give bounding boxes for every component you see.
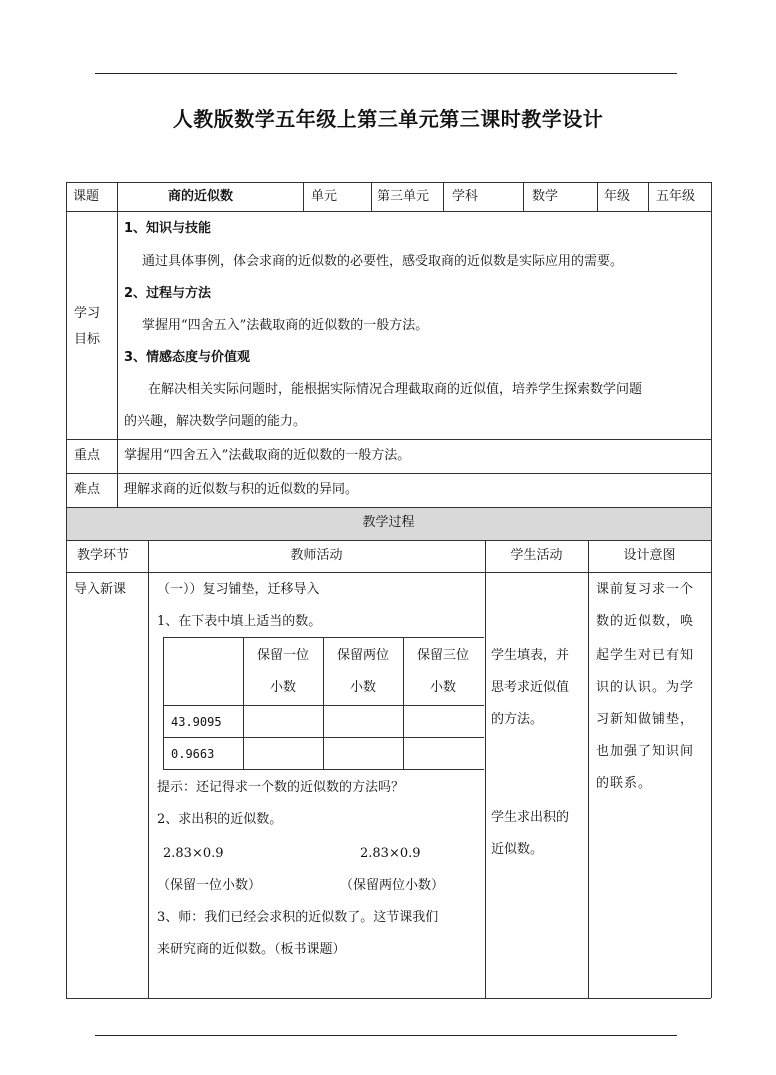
col-stage-header: 教学环节	[77, 548, 130, 563]
review-header-3a: 保留三位	[416, 648, 469, 663]
intent-line-4: 识的认识。为学	[596, 680, 695, 695]
grid-line	[648, 182, 649, 211]
teacher-heading: （一））复习铺垫，迁移导入	[157, 582, 320, 597]
bottom-rule	[95, 1035, 677, 1036]
topic-label: 课题	[73, 189, 100, 204]
grid-line	[66, 540, 711, 541]
unit-value: 第三单元	[377, 189, 430, 204]
intent-line-6: 也加强了知识间	[596, 744, 695, 759]
grid-line	[371, 182, 372, 211]
grid-line	[148, 540, 149, 998]
grid-line	[66, 998, 711, 999]
expr-left: 2.83×0.9	[163, 846, 224, 861]
expr-right: 2.83×0.9	[360, 846, 421, 861]
grid-line	[711, 182, 712, 998]
review-header-1a: 保留一位	[256, 648, 309, 663]
review-row-1: 43.9095	[171, 715, 222, 729]
objective-text-3b: 的兴趣，解决数学问题的能力。	[124, 414, 307, 429]
col-teacher-header: 教师活动	[290, 548, 343, 563]
grid-line	[303, 182, 304, 211]
col-student-header: 学生活动	[510, 548, 563, 563]
review-row-2: 0.9663	[171, 747, 215, 761]
unit-label: 单元	[311, 189, 338, 204]
teacher-item-2: 2、求出积的近似数。	[157, 812, 283, 827]
grid-line	[443, 182, 444, 211]
grid-line	[588, 540, 589, 998]
teacher-item-3b: 来研究商的近似数。（板书课题）	[157, 942, 346, 957]
objectives-label-1: 学习	[74, 306, 101, 321]
page-title: 人教版数学五年级上第三单元第三课时教学设计	[172, 107, 604, 131]
grid-line	[66, 182, 67, 998]
note-right: （保留两位小数）	[340, 878, 445, 893]
objective-text-1: 通过具体事例，体会求商的近似数的必要性，感受取商的近似数是实际应用的需要。	[142, 254, 624, 269]
difficulty-label: 难点	[74, 482, 101, 497]
student-activity-1c: 的方法。	[491, 712, 544, 727]
objective-text-2: 掌握用“四舍五入”法截取商的近似数的一般方法。	[142, 318, 429, 333]
inner-grid-line	[163, 637, 164, 769]
stage-name: 导入新课	[74, 582, 127, 597]
objectives-label-2: 目标	[74, 332, 101, 347]
grid-line	[597, 182, 598, 211]
review-header-2b: 小数	[349, 680, 376, 695]
objective-heading-1: 1、知识与技能	[124, 221, 212, 236]
objective-heading-2: 2、过程与方法	[124, 286, 212, 301]
grid-line	[523, 182, 524, 211]
note-left: （保留一位小数）	[157, 878, 262, 893]
grid-line	[66, 211, 711, 212]
grade-value: 五年级	[656, 189, 696, 204]
intent-line-2: 数的近似数，唤	[596, 614, 695, 629]
subject-value: 数学	[532, 189, 559, 204]
grade-label: 年级	[604, 189, 631, 204]
grid-line	[66, 439, 711, 440]
student-activity-2b: 近似数。	[491, 842, 544, 857]
process-title: 教学过程	[362, 515, 415, 530]
key-point-text: 掌握用“四舍五入”法截取商的近似数的一般方法。	[124, 448, 411, 463]
student-activity-1b: 思考求近似值	[491, 680, 570, 695]
intent-line-7: 的联系。	[596, 776, 653, 791]
topic-value: 商的近似数	[168, 189, 234, 204]
review-header-1b: 小数	[269, 680, 296, 695]
grid-line	[66, 182, 711, 183]
grid-line	[117, 211, 118, 507]
objective-heading-3: 3、情感态度与价值观	[124, 350, 251, 365]
subject-label: 学科	[452, 189, 479, 204]
difficulty-text: 理解求商的近似数与积的近似数的异同。	[124, 482, 359, 497]
student-activity-2a: 学生求出积的	[491, 810, 570, 825]
review-header-2a: 保留两位	[336, 648, 389, 663]
grid-line	[117, 182, 118, 211]
grid-line	[485, 540, 486, 998]
inner-grid-line	[163, 769, 484, 770]
top-rule	[95, 73, 677, 74]
col-intent-header: 设计意图	[623, 548, 676, 563]
review-header-3b: 小数	[429, 680, 456, 695]
intent-line-5: 习新知做铺垫，	[596, 712, 695, 727]
grid-line	[66, 473, 711, 474]
intent-line-3: 起学生对已有知	[596, 648, 695, 663]
grid-line	[66, 507, 711, 508]
grid-line	[66, 572, 711, 573]
objective-text-3a: 在解决相关实际问题时，能根据实际情况合理截取商的近似值，培养学生探索数学问题	[148, 382, 643, 397]
key-point-label: 重点	[74, 448, 101, 463]
teacher-item-3a: 3、师：我们已经会求积的近似数了。这节课我们	[157, 910, 439, 925]
teacher-hint: 提示：还记得求一个数的近似数的方法吗？	[157, 780, 405, 795]
student-activity-1a: 学生填表，并	[491, 648, 570, 663]
teacher-item-1: 1、在下表中填上适当的数。	[157, 614, 322, 629]
intent-line-1: 课前复习求一个	[596, 582, 695, 597]
